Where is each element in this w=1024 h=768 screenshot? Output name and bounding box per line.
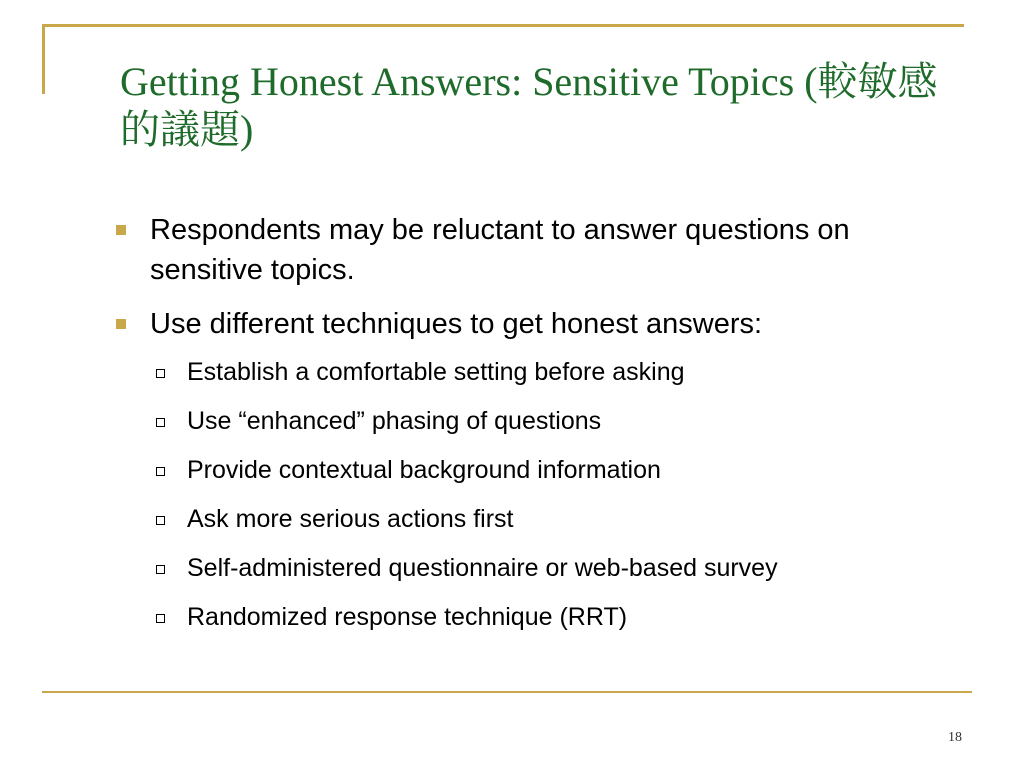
sub-bullet-list [108,354,968,636]
bullet-item [108,210,968,290]
sub-bullet-text: Self-administered questionnaire or web-based survey [187,554,778,582]
square-bullet-icon [116,319,126,329]
frame-left-line [42,24,45,94]
sub-bullet-item [108,599,968,636]
page-number: 18 [948,730,962,745]
hollow-square-bullet-icon [156,369,165,378]
bullet-text: Respondents may be reluctant to answer questions on sensitive topics. [150,214,850,286]
sub-bullet-item [108,403,968,440]
frame-top-line [42,24,964,27]
sub-bullet-text: Establish a comfortable setting before asking [187,358,685,386]
slide-title: Getting Honest Answers: Sensitive Topics (較敏感的議題) [120,59,938,152]
sub-bullet-text: Ask more serious actions first [187,505,514,533]
sub-bullet-text: Use “enhanced” phasing of questions [187,407,602,435]
hollow-square-bullet-icon [156,467,165,476]
hollow-square-bullet-icon [156,565,165,574]
sub-bullet-text: Provide contextual background information [187,456,661,484]
bullet-item [108,304,968,344]
bullet-list [108,210,968,648]
sub-bullet-item [108,550,968,587]
sub-bullet-item [108,452,968,489]
sub-bullet-item [108,501,968,538]
bullet-text: Use different techniques to get honest answers: [150,308,763,340]
hollow-square-bullet-icon [156,614,165,623]
hollow-square-bullet-icon [156,418,165,427]
sub-bullet-text: Randomized response technique (RRT) [187,603,628,631]
frame-bottom-line [42,691,972,693]
sub-bullet-item [108,354,968,391]
hollow-square-bullet-icon [156,516,165,525]
square-bullet-icon [116,225,126,235]
